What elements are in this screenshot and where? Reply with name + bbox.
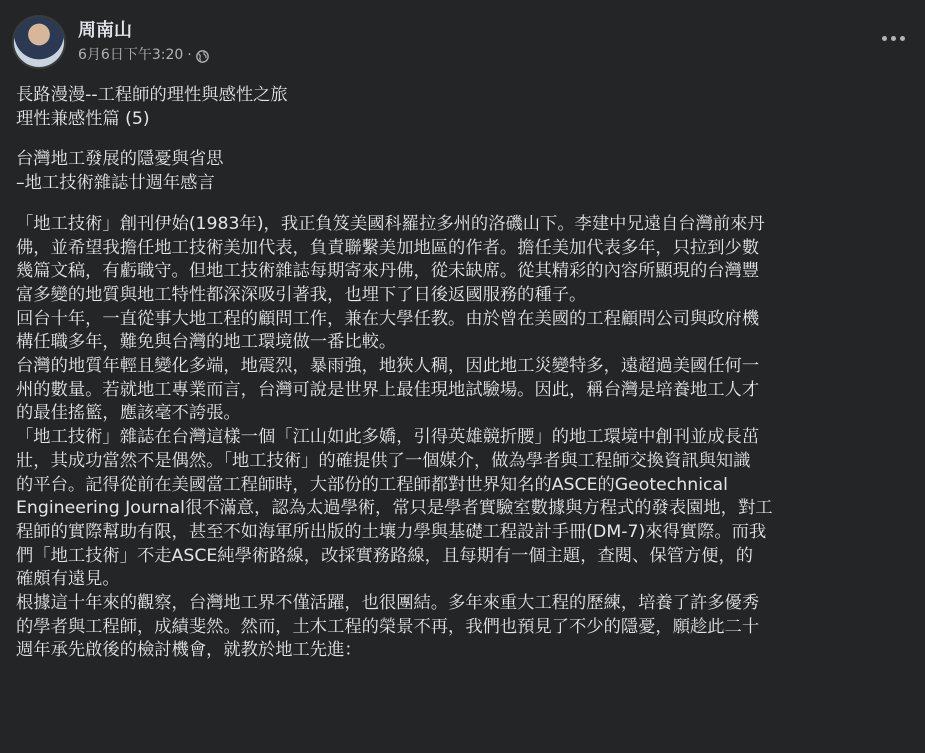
paragraph-4: 「地工技術」雜誌在台灣這樣一個「江山如此多嬌，引得英雄競折腰」的地工環境中創刊並成長茁 壯，其成功當然不是偶然。「地工技術」的確提供了一個媒介，做為學者與工程師交換資訊與知識 的平台。記得從前在美國當工程師時，大部份的工程師都對世界知名的ASCE的Geotechnical Engineering Journal很不滿意，認為太過學術，常只是學者實驗室數據與方程式的發表園地，對工 程師的實際幫助有限，甚至不如海軍所出版的土壤力學與基礎工程設計手冊(DM-7)來得實際。而我 們「地工技術」不走ASCE純學術路線，改採實務路線，且每期有一個主題，查閱、保管方便，的 確頗有遠見。 xyxy=(16,427,773,590)
paragraph-5: 根據這十年來的觀察，台灣地工界不僅活躍，也很團結。多年來重大工程的歷練，培養了許多優秀 的學者與工程師，成績斐然。然而，土木工程的榮景不再，我們也預見了不少的隱憂，願趁此二十 週年承先啟後的檢討機會，就教於地工先進： xyxy=(16,593,760,661)
post-header xyxy=(12,12,209,72)
paragraph-2: 回台十年，一直從事大地工程的顧問工作，兼在大學任教。由於曾在美國的工程顧問公司與政府機 構任職多年，難免與台灣的地工環境做一番比較。 xyxy=(16,308,760,353)
post-content xyxy=(16,84,916,663)
separator-dot: · xyxy=(187,47,192,63)
author-avatar[interactable] xyxy=(12,15,66,69)
post-meta xyxy=(78,19,209,65)
post-timestamp[interactable]: 6月6日下午3:20 xyxy=(78,47,184,63)
globe-icon xyxy=(196,49,209,62)
paragraph-1: 「地工技術」創刊伊始(1983年)，我正負笈美國科羅拉多州的洛磯山下。李建中兄遠自台灣前來丹 佛，並希望我擔任地工技術美加代表，負責聯繫美加地區的作者。擔任美加代表多年，只拉到少數 幾篇文稿，有虧職守。但地工技術雜誌每期寄來丹佛，從未缺席。從其精彩的內容所顯現的台灣豐 富多變的地質與地工特性都深深吸引著我，也埋下了日後返國服務的種子。 xyxy=(16,213,765,305)
post-subtitle: 台灣地工發展的隱憂與省思 –地工技術雜誌廿週年感言 xyxy=(16,149,224,194)
author-name[interactable]: 周南山 xyxy=(78,20,132,41)
post-title: 長路漫漫--工程師的理性與感性之旅 理性兼感性篇 (5) xyxy=(16,85,288,129)
paragraph-3: 台灣的地質年輕且變化多端，地震烈，暴雨強，地狹人稠，因此地工災變特多，遠超過美國任何一 州的數量。若就地工專業而言，台灣可說是世界上最佳現地試驗場。因此，稱台灣是培養地工人才 的最佳搖籃，應該毫不誇張。 xyxy=(16,356,760,424)
timestamp-row xyxy=(78,45,209,65)
more-options-icon[interactable] xyxy=(875,26,911,50)
